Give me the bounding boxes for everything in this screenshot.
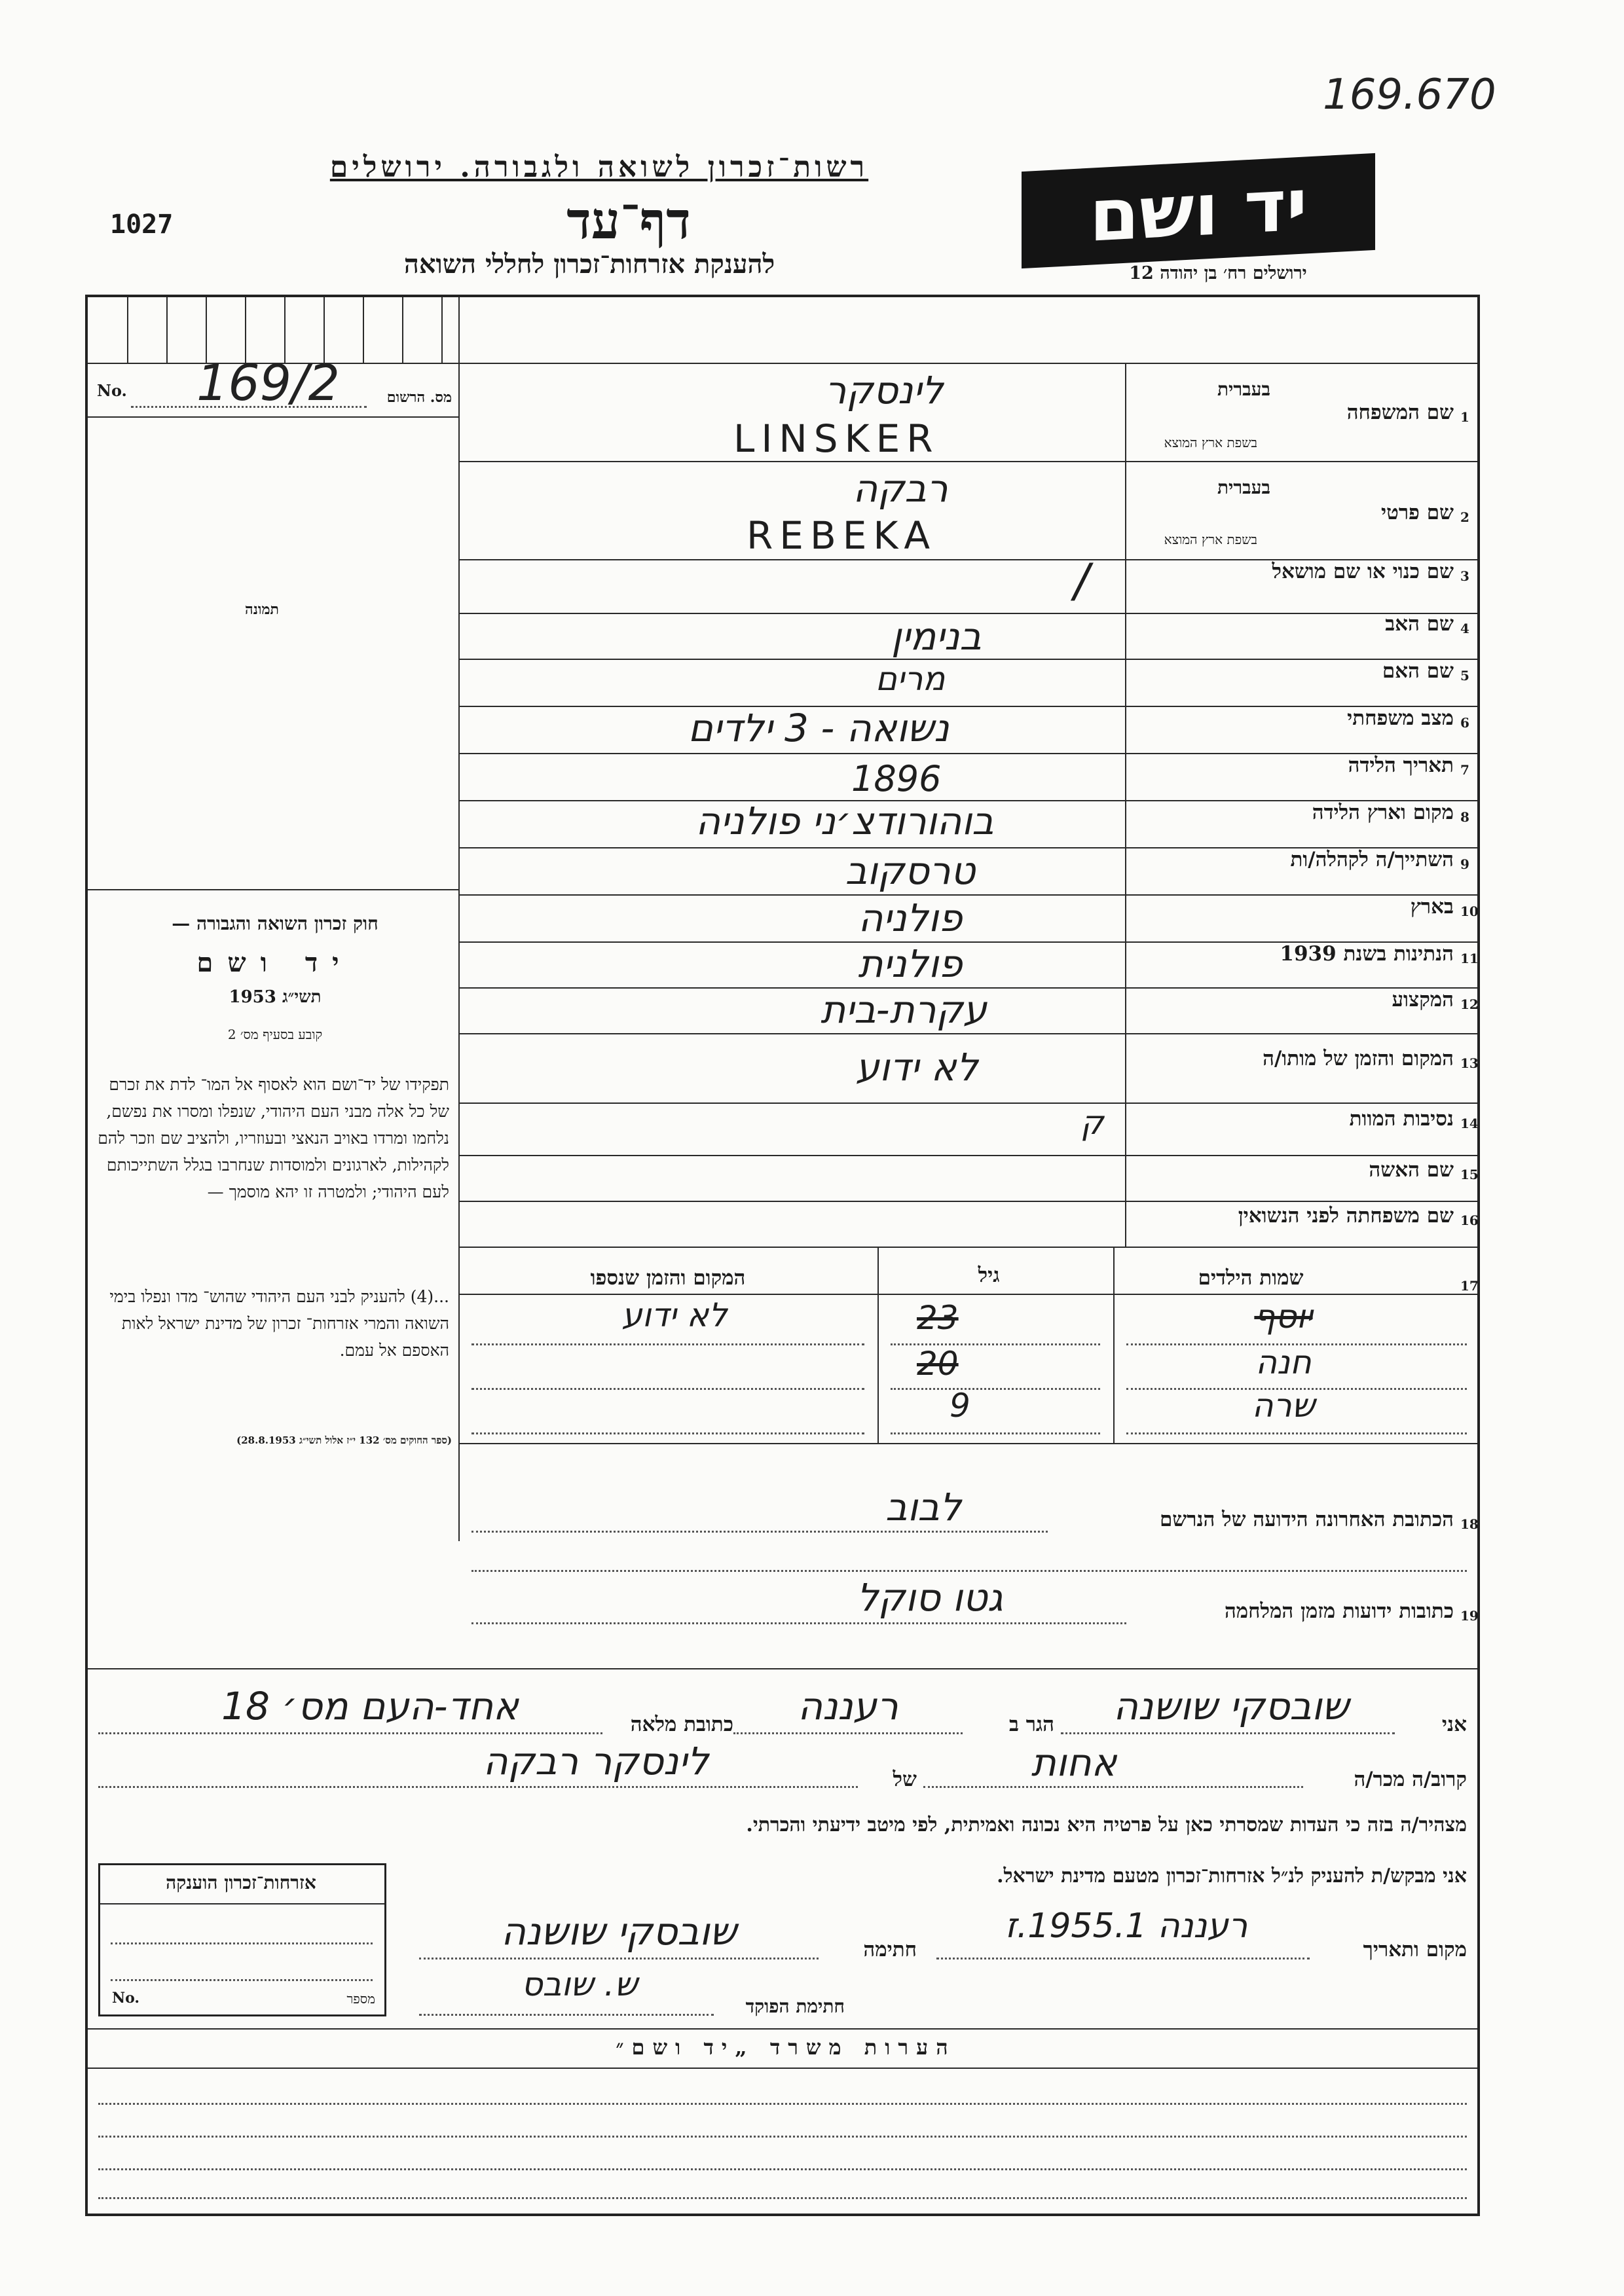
signature-value[interactable]: שובסקי שושנה <box>501 1909 737 1954</box>
field-sub-origin: בשפת ארץ המוצא <box>1164 532 1257 547</box>
field-number: 1 <box>1460 409 1469 425</box>
registration-number: 169/2 <box>196 354 341 412</box>
field-number: 3 <box>1460 568 1469 584</box>
child-age[interactable]: 23 <box>917 1299 959 1337</box>
field-number: 16 <box>1460 1212 1479 1228</box>
field-value[interactable]: טרסקוב <box>845 848 976 893</box>
citizenship-number-label: מספר <box>346 1991 375 2007</box>
place-date-label: מקום ותאריך <box>1363 1938 1467 1961</box>
field-number: 13 <box>1460 1055 1479 1071</box>
signature-label: חתימה <box>863 1938 917 1961</box>
top-grid <box>88 297 461 363</box>
place-date-value[interactable]: רעננה 1955.1.ז <box>1005 1906 1248 1946</box>
declarant-name[interactable]: שובסקי שושנה <box>1113 1684 1349 1728</box>
registration-label: מס. הרשום <box>386 389 452 406</box>
declaration-statement: מצהיר/ה בזה כי העדות שמסרתי כאן על פרטיה היא נכונה ואמיתית, לפי מיטב ידיעתי והכרתי. <box>746 1813 1467 1836</box>
law-year: 1953 <box>229 987 276 1007</box>
field-label: שם האשה <box>1369 1158 1454 1182</box>
child-name[interactable]: שרה <box>1251 1387 1316 1425</box>
declaration-ani: אני <box>1441 1713 1467 1736</box>
resides-label: הגר ב <box>1008 1713 1054 1736</box>
citizenship-title: אזרחות־זכרון הוענקה <box>166 1872 316 1893</box>
field-value[interactable]: בוהורודצ׳ני פולניה <box>695 799 994 843</box>
citizenship-box <box>98 1863 386 2016</box>
address-label: הכתובת האחרונה הידועה של הנרשם <box>1159 1508 1454 1531</box>
field-sub-hebrew: בעברית <box>1217 477 1270 498</box>
field-label: תאריך הלידה <box>1348 754 1454 777</box>
field-label: שם כנוי או שם מושאל <box>1272 560 1454 583</box>
law-clause: ...(4) להעניק לבני העם היהודי שהוש־ מדו ונפלו בימי השואה והמרי אזרחות־ זכרון של מדינת ישראל לאות האספם אל עמם. <box>109 1287 449 1360</box>
form-title: דף־עד <box>566 191 691 251</box>
child-name[interactable]: חנה <box>1255 1343 1312 1381</box>
field-label: השתייך/ה לקהלה/ות <box>1290 848 1454 871</box>
child-age[interactable]: 20 <box>917 1345 959 1383</box>
field-number: 18 <box>1460 1516 1479 1532</box>
office-notes-title: הערות משרד „יד ושם״ <box>616 2035 956 2060</box>
photo-label: תמונה <box>245 601 279 618</box>
relative-label: קרוב/ה מכר/ה <box>1354 1768 1467 1791</box>
of-label: של <box>893 1768 917 1791</box>
field-label: המקצוע <box>1392 988 1454 1011</box>
authority-name: רשות־זכרון לשואה ולגבורה. ירושלים <box>329 151 869 184</box>
law-paragraph: תפקידו של יד־ושם הוא לאסוף אל המו־ לדת את זכרם של כל אלה מבני העם היהודי, שנפלו ומסרו את נפשם, נלחמו ומרדו באויב הנאצי ובעוזריו, ולהציב שם וזכר להם לקהילות, לארגונים ולמוסדות שנחרבו בגלל השתייכותם לעם היהודי; ולמטרה זו יהא מוסמך — <box>98 1075 449 1201</box>
field-value[interactable]: לא ידוע <box>855 1045 978 1089</box>
field-sub-origin: בשפת ארץ המוצא <box>1164 435 1257 450</box>
law-year-line <box>98 987 452 1007</box>
field-value[interactable]: לינסקר <box>824 368 944 412</box>
children-col-place: המקום והזמן שנספו <box>590 1266 746 1290</box>
field-value-latin[interactable]: REBEKA <box>747 513 937 558</box>
field-number: 9 <box>1460 856 1469 872</box>
logo-block <box>1022 153 1375 268</box>
field-sub-hebrew: בעברית <box>1217 378 1270 400</box>
law-footnote: (ספר החוקים מס׳ 132 י״ז אלול תשי״ג 28.8.1953) <box>236 1434 452 1446</box>
field-label: שם משפחתה לפני הנשואין <box>1238 1204 1454 1228</box>
field-number: 11 <box>1460 951 1479 966</box>
field-value[interactable]: ק <box>1080 1104 1104 1142</box>
full-address-label: כתובת מלאה <box>630 1713 733 1736</box>
officer-label: חתימת הפוקד <box>745 1995 845 2017</box>
logo-address: ירושלים רח׳ בן יהודה 12 <box>1129 263 1307 283</box>
relation-value[interactable]: אחות <box>1031 1740 1117 1785</box>
citizenship-no-label: No. <box>112 1990 140 2007</box>
field-value[interactable]: פולנית <box>858 941 963 986</box>
field-value[interactable]: / <box>1074 554 1090 608</box>
law-name: יד ושם <box>196 947 354 978</box>
child-name[interactable]: יוסף <box>1254 1298 1313 1336</box>
address-value[interactable]: גטו סוקל <box>857 1575 1003 1620</box>
logo-text: יד ושם <box>1089 162 1308 258</box>
field-label: מקום וארץ הלידה <box>1312 801 1454 824</box>
form-subtitle: להענקת אזרחות־זכרון לחללי השואה <box>403 249 775 280</box>
law-title: חוק זכרון השואה והגבורה — <box>172 913 378 934</box>
full-address-value[interactable]: אחד-העם מס׳ 18 <box>221 1684 519 1728</box>
field-number: 15 <box>1460 1167 1479 1182</box>
serial-number: 1027 <box>110 210 174 240</box>
field-label: הנתינות בשנת 1939 <box>1280 942 1454 966</box>
field-number: 14 <box>1460 1116 1479 1131</box>
field-value[interactable]: פולניה <box>858 896 963 940</box>
field-number: 17 <box>1460 1278 1479 1294</box>
field-number: 2 <box>1460 509 1469 525</box>
field-value[interactable]: מרים <box>875 660 946 698</box>
child-age[interactable]: 9 <box>950 1387 970 1425</box>
field-label: שם פרטי <box>1380 501 1454 524</box>
field-value[interactable]: רבקה <box>853 466 948 511</box>
law-section-ref: קובע בסעיף מס׳ 2 <box>227 1027 323 1042</box>
field-value[interactable]: נשואה - 3 ילדים <box>688 706 950 750</box>
address-value[interactable]: לבוב <box>885 1485 961 1529</box>
field-value[interactable]: עקרת-בית <box>821 987 987 1032</box>
field-number: 6 <box>1460 715 1469 731</box>
field-label: שם האב <box>1385 612 1454 636</box>
field-number: 7 <box>1460 762 1469 778</box>
field-label: בארץ <box>1410 895 1454 919</box>
law-year-hebrew: תשי״ג <box>282 987 322 1007</box>
field-number: 8 <box>1460 809 1469 825</box>
archive-number: 169.670 <box>1323 71 1496 119</box>
child-place[interactable]: לא ידוע <box>621 1296 728 1334</box>
field-number: 4 <box>1460 621 1469 636</box>
field-label: מצב משפחתי <box>1347 706 1454 730</box>
field-label: שם המשפחה <box>1346 401 1454 424</box>
of-name-value[interactable]: לינסקר רבקה <box>483 1739 709 1783</box>
field-number: 5 <box>1460 668 1469 683</box>
field-value-latin[interactable]: LINSKER <box>733 416 940 461</box>
children-col-age: גיל <box>978 1264 1000 1287</box>
declaration-request: אני מבקש/ת להעניק לנ״ל אזרחות־זכרון מטעם מדינת ישראל. <box>997 1865 1467 1887</box>
address-label: כתובות ידועות מזמן המלחמה <box>1224 1599 1454 1623</box>
officer-signature[interactable]: ש. שובס <box>521 1965 638 2003</box>
city-value[interactable]: רעננה <box>798 1684 898 1728</box>
field-number: 10 <box>1460 903 1479 919</box>
field-number: 12 <box>1460 996 1479 1012</box>
field-label: נסיבות המוות <box>1349 1107 1454 1131</box>
registration-no-label: No. <box>97 381 127 400</box>
field-number: 19 <box>1460 1608 1479 1624</box>
children-col-names: שמות הילדים <box>1198 1266 1304 1290</box>
field-value[interactable]: 1896 <box>851 758 942 799</box>
field-value[interactable]: בנימין <box>891 614 982 659</box>
field-label: המקום והזמן של מותו/ה <box>1263 1047 1454 1070</box>
field-label: שם האם <box>1382 659 1454 683</box>
